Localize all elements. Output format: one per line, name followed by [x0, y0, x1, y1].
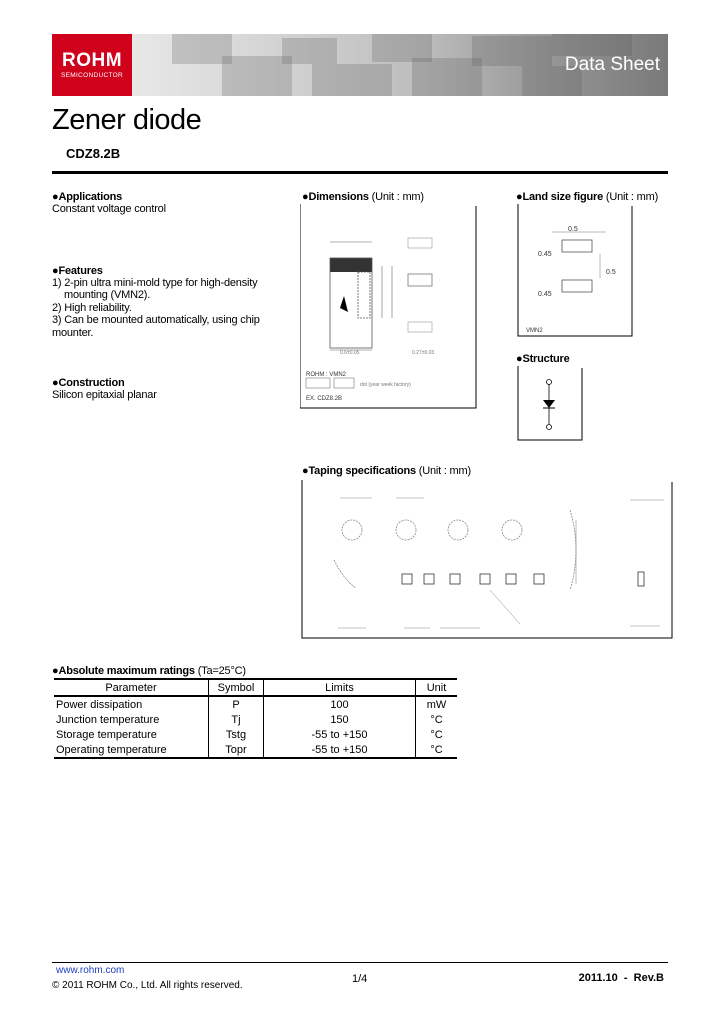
- footer-copyright: © 2011 ROHM Co., Ltd. All rights reserved.: [52, 980, 243, 991]
- logo-brand: ROHM: [61, 50, 123, 71]
- footer-url[interactable]: www.rohm.com: [56, 965, 125, 976]
- col-limits: Limits: [264, 679, 416, 696]
- table-row: [54, 742, 457, 758]
- cell-parameter: Junction temperature: [56, 713, 160, 726]
- cell-limits: 150: [330, 713, 349, 726]
- col-parameter: Parameter: [54, 679, 209, 696]
- feature-line: 2) High reliability.: [52, 301, 132, 314]
- col-symbol: Symbol: [209, 679, 264, 696]
- structure-heading: ●Structure: [516, 353, 570, 365]
- package-label-rohm: ROHM : VMN2: [306, 372, 347, 378]
- table-row: [54, 712, 457, 727]
- land-package-label: VMN2: [526, 328, 543, 334]
- features-heading: ●Features: [52, 265, 103, 277]
- title-rule: [52, 171, 668, 174]
- cell-unit: °C: [416, 742, 458, 758]
- land-size-drawing: [516, 204, 636, 340]
- land-size-heading: ●Land size figure (Unit : mm): [516, 191, 659, 203]
- cell-symbol: Topr: [209, 742, 264, 758]
- data-sheet-label: Data Sheet: [564, 54, 660, 75]
- cell-unit: °C: [416, 727, 458, 742]
- cell-parameter: Storage temperature: [56, 728, 157, 741]
- cell-limits: -55 to +150: [311, 728, 368, 741]
- package-label-example: EX. CDZ8.2B: [306, 396, 343, 402]
- dimensions-heading: ●Dimensions (Unit : mm): [302, 191, 424, 203]
- feature-line: mounter.: [52, 326, 94, 339]
- taping-heading: ●Taping specifications (Unit : mm): [302, 465, 471, 477]
- applications-section: [52, 191, 166, 215]
- feature-line: 3) Can be mounted automatically, using chip: [52, 314, 260, 327]
- cell-unit: mW: [416, 696, 458, 712]
- cell-limits: -55 to +150: [264, 742, 416, 758]
- applications-heading: ●Applications: [52, 191, 123, 203]
- svg-text:dot (year week factory): dot (year week factory): [360, 382, 411, 388]
- ratings-table: [54, 678, 457, 759]
- construction-section: [52, 377, 157, 401]
- svg-text:0.6±0.05: 0.6±0.05: [340, 350, 360, 356]
- cell-symbol: Tstg: [209, 727, 264, 742]
- cell-parameter: Power dissipation: [56, 698, 143, 711]
- structure-drawing: [516, 366, 586, 442]
- construction-text: Silicon epitaxial planar: [52, 389, 157, 401]
- construction-heading: ●Construction: [52, 377, 125, 389]
- land-dim-width: 0.5: [568, 226, 578, 233]
- page-title: Zener diode: [52, 104, 202, 136]
- cell-limits: 100: [330, 698, 349, 711]
- svg-text:0.27±0.03: 0.27±0.03: [412, 350, 435, 356]
- table-row: [54, 727, 457, 742]
- rohm-logo[interactable]: [52, 34, 132, 96]
- part-number: CDZ8.2B: [66, 146, 121, 161]
- ratings-heading: ●Absolute maximum ratings (Ta=25°C): [52, 665, 246, 677]
- taping-drawing: [300, 480, 674, 640]
- land-dim-pad2: 0.45: [538, 291, 552, 298]
- cell-symbol: Tj: [209, 712, 264, 727]
- footer-rule: [52, 962, 668, 963]
- cell-unit: °C: [416, 712, 458, 727]
- feature-line: mounting (VMN2).: [64, 289, 151, 302]
- revision: 2011.10 - Rev.B: [578, 972, 664, 984]
- logo-sub: SEMICONDUCTOR: [61, 72, 123, 79]
- cell-parameter: Operating temperature: [54, 742, 209, 758]
- features-section: [52, 265, 260, 339]
- page-number: 1/4: [352, 973, 368, 985]
- cell-symbol: P: [209, 696, 264, 712]
- col-unit: Unit: [416, 679, 458, 696]
- applications-text: Constant voltage control: [52, 203, 166, 215]
- ratings-header-row: [54, 679, 457, 696]
- table-row: [54, 696, 457, 712]
- land-dim-pad: 0.45: [538, 251, 552, 258]
- dimensions-drawing: [300, 204, 480, 410]
- feature-line: 1) 2-pin ultra mini-mold type for high-density: [52, 277, 258, 289]
- land-dim-gap: 0.5: [606, 269, 616, 276]
